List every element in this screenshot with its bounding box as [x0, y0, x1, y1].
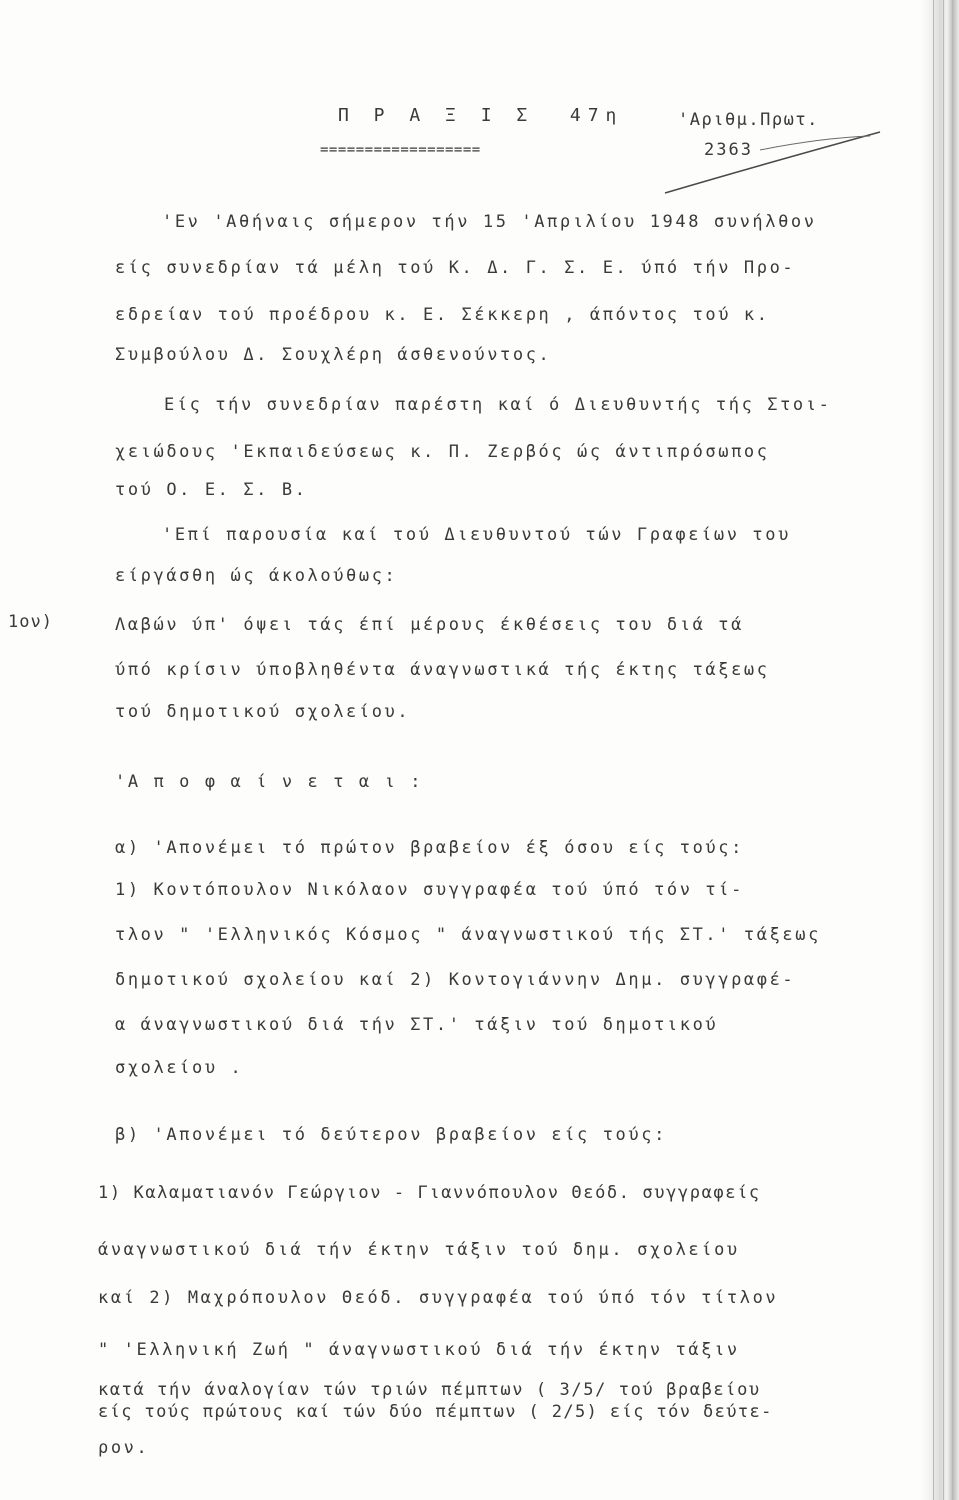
text-line: είργάσθη ώς άκολούθως: — [115, 566, 398, 586]
text-line: ύπό κρίσιν ύποβληθέντα άναγνωστικά τής έκτης τάξεως — [115, 660, 770, 680]
binding-edge — [919, 0, 959, 1500]
text-line: 1) Καλαματιανόν Γεώργιον - Γιαννόπουλον Θεόδ. συγγραφείς — [98, 1183, 761, 1203]
item-number: 1ον) — [8, 612, 53, 632]
text-line: τλον " 'Ελληνικός Κόσμος " άναγνωστικού τής ΣΤ.' τάξεως — [115, 925, 821, 945]
text-line: σχολείου . — [115, 1058, 244, 1078]
text-line: είς συνεδρίαν τά μέλη τού Κ. Δ. Γ. Σ. Ε. ύπό τήν Προ- — [115, 258, 796, 278]
text-line: " 'Ελληνική Ζωή " άναγνωστικού διά τήν έκτην τάξιν — [98, 1340, 740, 1360]
text-line: είς τούς πρώτους καί τών δύο πέμπτων ( 2/5) είς τόν δεύτε- — [98, 1402, 773, 1422]
binding-line — [933, 0, 934, 1500]
decision-heading: 'Α π ο φ α ί ν ε τ α ι : — [115, 772, 424, 792]
text-line: κατά τήν άναλογίαν τών τριών πέμπτων ( 3/5/ τού βραβείου — [98, 1380, 761, 1400]
text-line: α άναγνωστικού διά τήν ΣΤ.' τάξιν τού δημοτικού — [115, 1015, 719, 1035]
title-underline: ================== — [320, 142, 481, 158]
text-line: άναγνωστικού διά τήν έκτην τάξιν τού δημ. σχολείου — [98, 1240, 740, 1260]
text-line: β) 'Απονέμει τό δεύτερον βραβείον είς τούς: — [115, 1125, 667, 1145]
text-line: χειώδους 'Εκπαιδεύσεως κ. Π. Ζερβός ώς άντιπρόσωπος — [115, 442, 770, 462]
text-line: 'Επί παρουσία καί τού Διευθυντού τών Γραφείων του — [162, 525, 791, 545]
text-line: 1) Κοντόπουλον Νικόλαον συγγραφέα τού ύπό τόν τί- — [115, 880, 744, 900]
binding-line — [952, 0, 953, 1500]
text-line: εδρείαν τού προέδρου κ. Ε. Σέκκερη , άπόντος τού κ. — [115, 305, 770, 325]
text-line: Είς τήν συνεδρίαν παρέστη καί ό Διευθυντής τής Στοι- — [164, 395, 832, 415]
protocol-label: 'Αριθμ.Πρωτ. — [678, 110, 819, 130]
text-line: καί 2) Μαχρόπουλον Θεόδ. συγγραφέα τού ύπό τόν τίτλον — [98, 1288, 779, 1308]
text-line: Συμβούλου Δ. Σουχλέρη άσθενούντος. — [115, 345, 552, 365]
text-line: τού δημοτικού σχολείου. — [115, 702, 411, 722]
text-line: δημοτικού σχολείου καί 2) Κοντογιάννην Δημ. συγγραφέ- — [115, 970, 796, 990]
document-title: Π Ρ Α Ξ Ι Σ 47η — [338, 105, 624, 126]
text-line: 'Εν 'Αθήναις σήμερον τήν 15 'Απριλίου 1948 συνήλθον — [162, 212, 817, 232]
text-line: ρον. — [98, 1438, 150, 1458]
protocol-number: 2363 — [704, 140, 753, 160]
text-line: α) 'Απονέμει τό πρώτον βραβείον έξ όσου είς τούς: — [115, 838, 744, 858]
text-line: Λαβών ύπ' όψει τάς έπί μέρους έκθέσεις του διά τά — [115, 615, 744, 635]
text-line: τού Ο. Ε. Σ. Β. — [115, 480, 308, 500]
binding-line — [943, 0, 944, 1500]
